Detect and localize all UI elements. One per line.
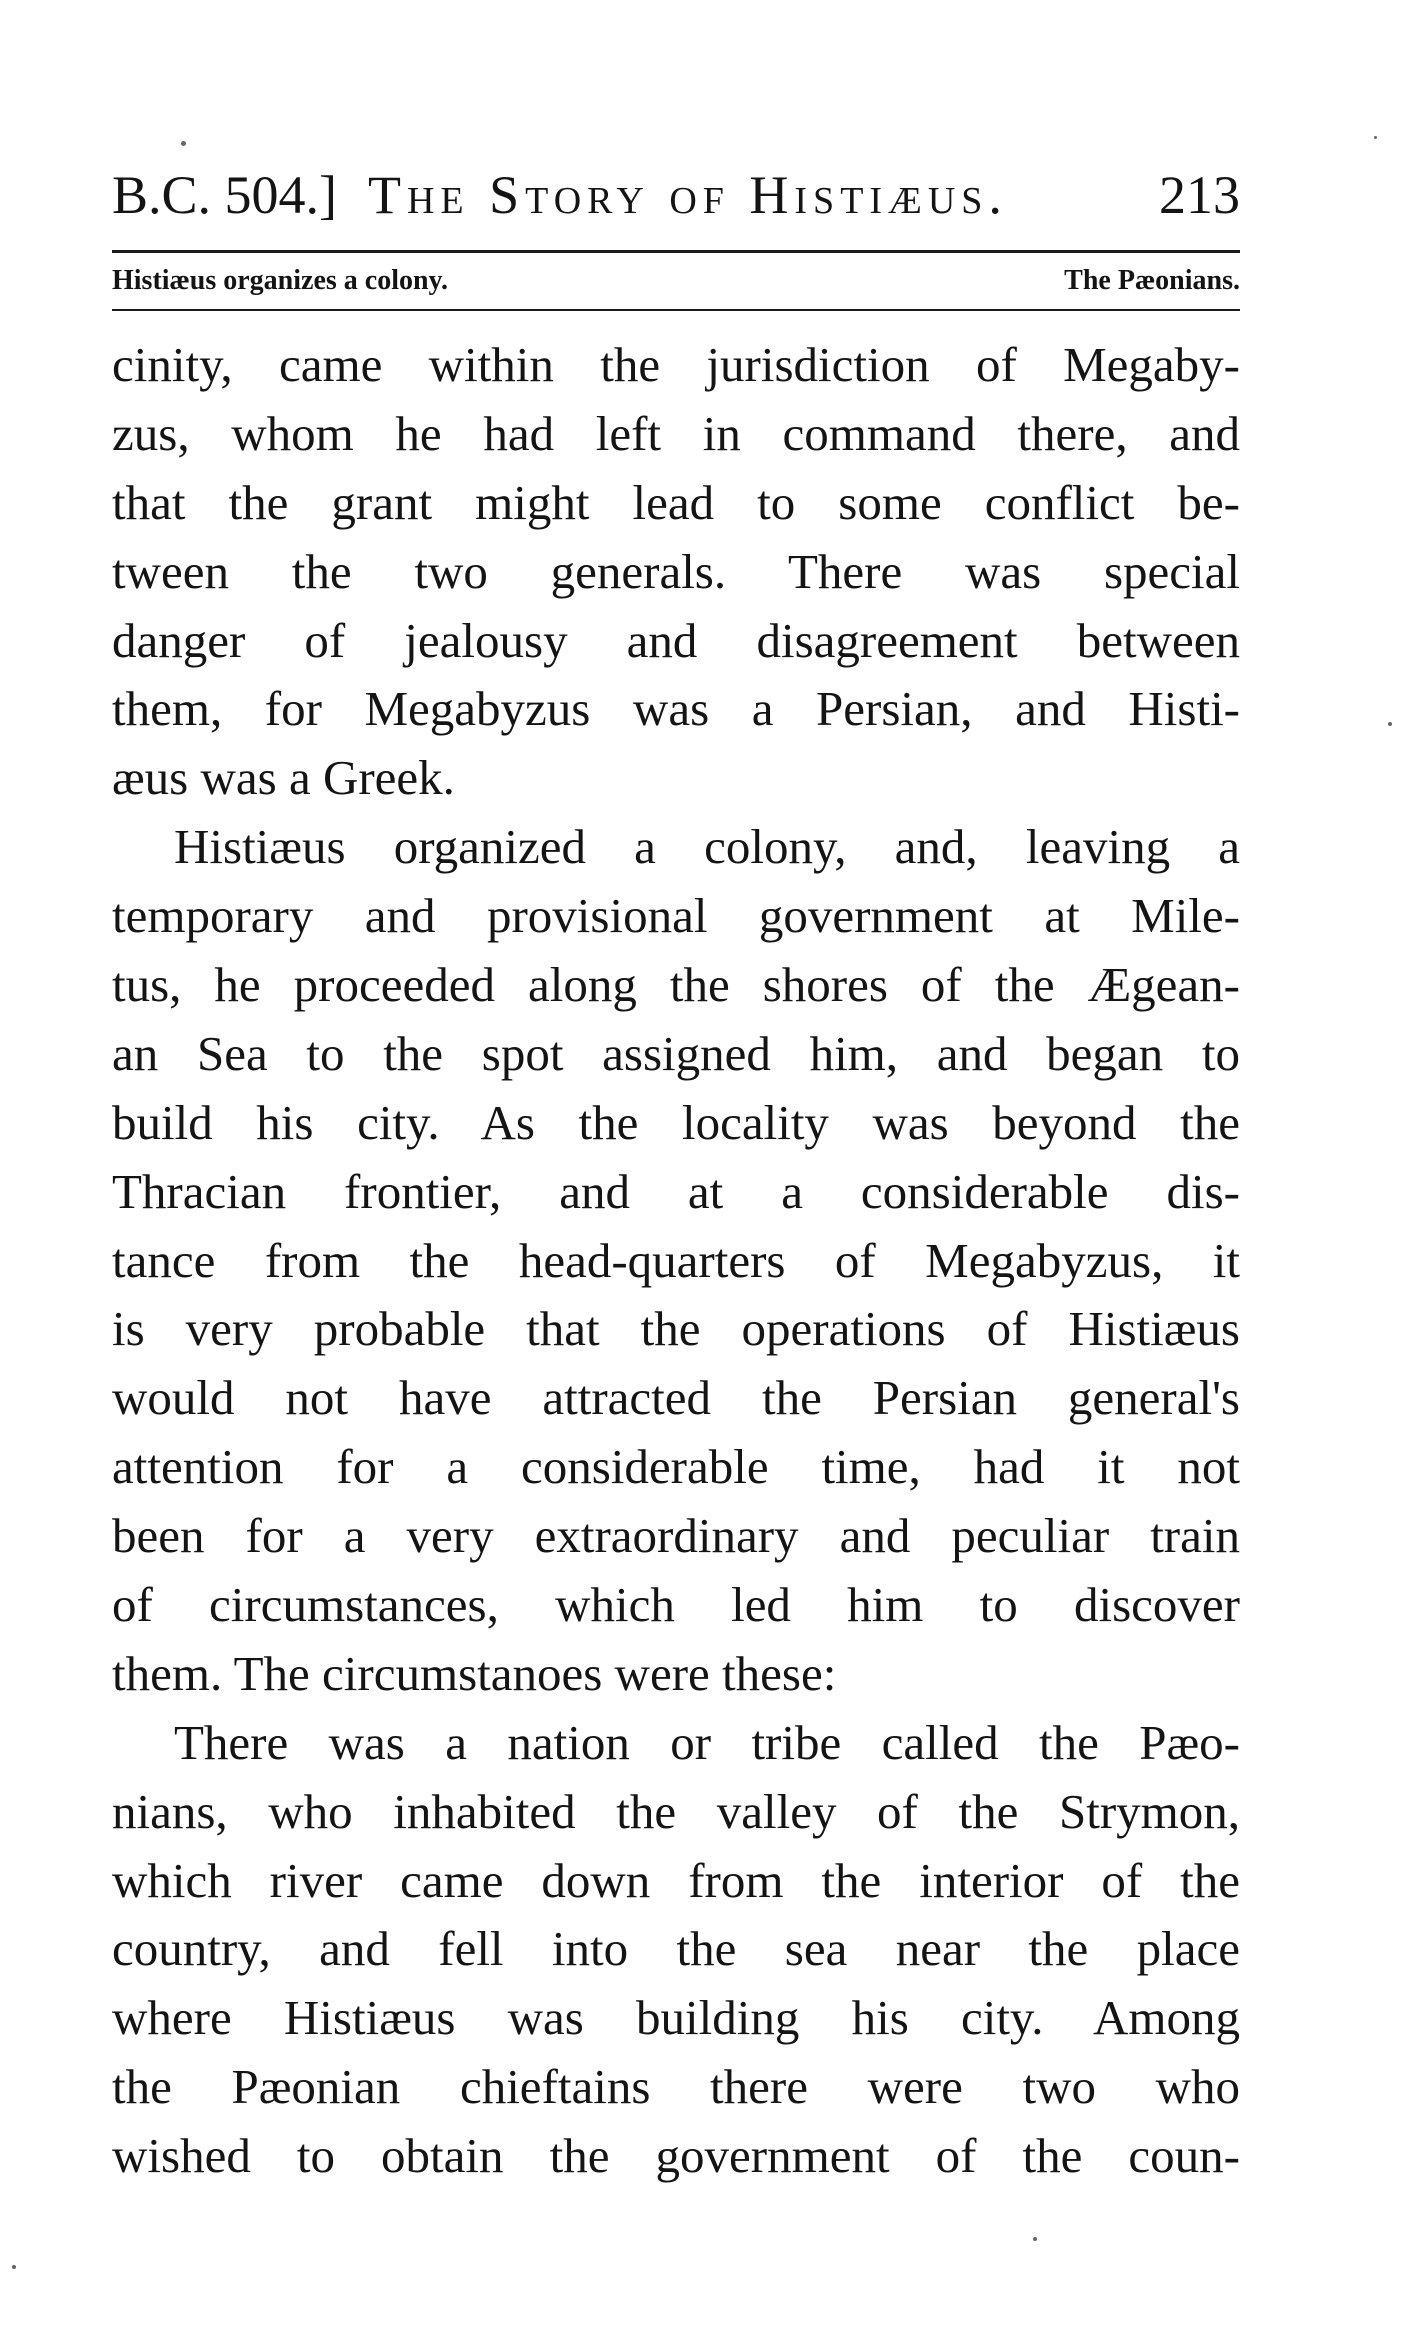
text-line: which river came down from the interior of the [112,1852,1240,1908]
paragraph-first-line: There was a nation or tribe called the Pæo- [174,1714,1240,1770]
print-speck [1033,2237,1037,2241]
text-line: æus was a Greek. [112,750,455,806]
text-line: an Sea to the spot assigned him, and began to [112,1025,1240,1081]
running-head-date: B.C. 504.] [112,165,338,225]
text-line: zus, whom he had left in command there, and [112,405,1240,461]
text-line: the Pæonian chieftains there were two who [112,2059,1240,2115]
text-line: would not have attracted the Persian general's [112,1370,1240,1426]
subheading-row [112,258,1240,304]
print-speck [1374,136,1377,139]
header-rule-top [112,250,1240,253]
text-line: of circumstances, which led him to discover [112,1577,1240,1633]
text-line: tance from the head-quarters of Megabyzus, it [112,1232,1240,1288]
text-line: is very probable that the operations of Histiæus [112,1301,1240,1357]
text-line: that the grant might lead to some conflict be- [112,474,1240,530]
subheading-left: Histiæus organizes a colony. [112,265,449,296]
text-line: temporary and provisional government at Mile- [112,888,1240,944]
text-line: cinity, came within the jurisdiction of Megaby- [112,337,1240,392]
header-rule-bottom [112,309,1240,311]
print-speck [1388,722,1392,726]
text-line: them, for Megabyzus was a Persian, and Histi- [112,681,1240,737]
text-line: danger of jealousy and disagreement between [112,612,1240,668]
text-line: tween the two generals. There was special [112,543,1240,599]
body-text [112,331,1240,2191]
page-number: 213 [1159,165,1240,225]
text-line: where Histiæus was building his city. Among [112,1990,1240,2046]
subheading-right: The Pæonians. [1064,265,1240,296]
print-speck [12,2265,16,2269]
print-speck [181,141,186,146]
text-line: build his city. As the locality was beyond the [112,1094,1240,1150]
text-line: been for a very extraordinary and peculiar train [112,1508,1240,1564]
paragraph-first-line: Histiæus organized a colony, and, leaving a [174,819,1240,875]
text-line: attention for a considerable time, had it not [112,1439,1240,1495]
text-line: wished to obtain the government of the coun- [112,2128,1240,2184]
text-line: nians, who inhabited the valley of the Strymon, [112,1783,1240,1839]
text-line: Thracian frontier, and at a considerable dis- [112,1163,1240,1219]
text-line: tus, he proceeded along the shores of the Ægean- [112,957,1240,1013]
text-line: them. The circumstanoes were these: [112,1645,837,1701]
running-head [112,160,1240,230]
running-head-title: The Story of Histiæus. [368,165,1008,225]
text-line: country, and fell into the sea near the place [112,1921,1240,1977]
